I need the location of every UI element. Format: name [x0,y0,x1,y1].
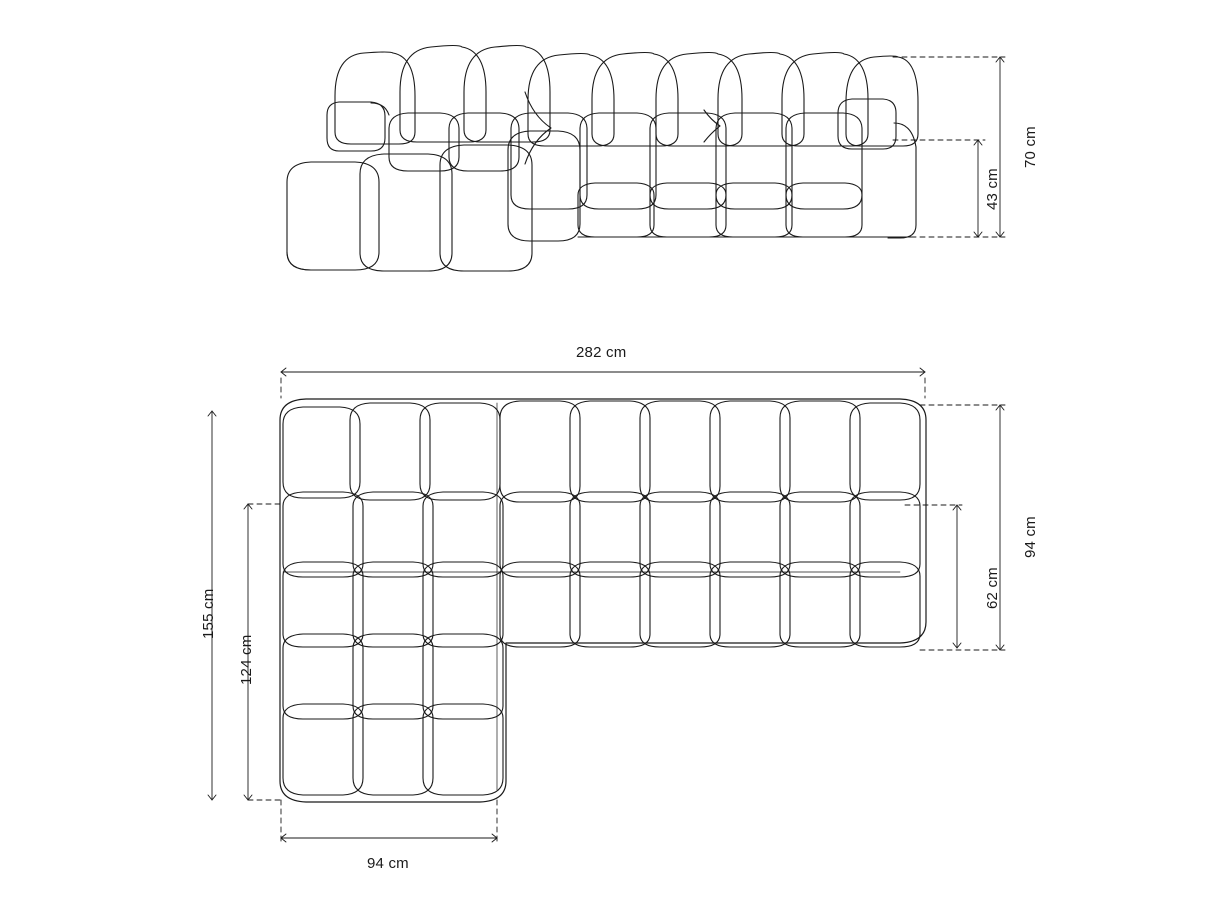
plan-dimension-lines [208,368,1005,843]
dimension-label-front-seat-height: 43 cm [984,168,1001,210]
dimension-label-plan-depth-inner: 124 cm [238,634,255,685]
top-plan-view [280,399,926,802]
dimension-label-plan-depth-total: 155 cm [200,588,217,639]
dimension-label-plan-depth-right-inner: 62 cm [984,567,1001,609]
front-elevation-view [287,46,918,272]
front-dimension-lines [893,57,1005,237]
dimension-label-plan-depth-right: 94 cm [1022,516,1039,558]
dimension-label-plan-width-total: 282 cm [576,344,627,361]
dimension-label-front-height-total: 70 cm [1022,126,1039,168]
dimension-label-plan-width-left: 94 cm [367,855,409,872]
